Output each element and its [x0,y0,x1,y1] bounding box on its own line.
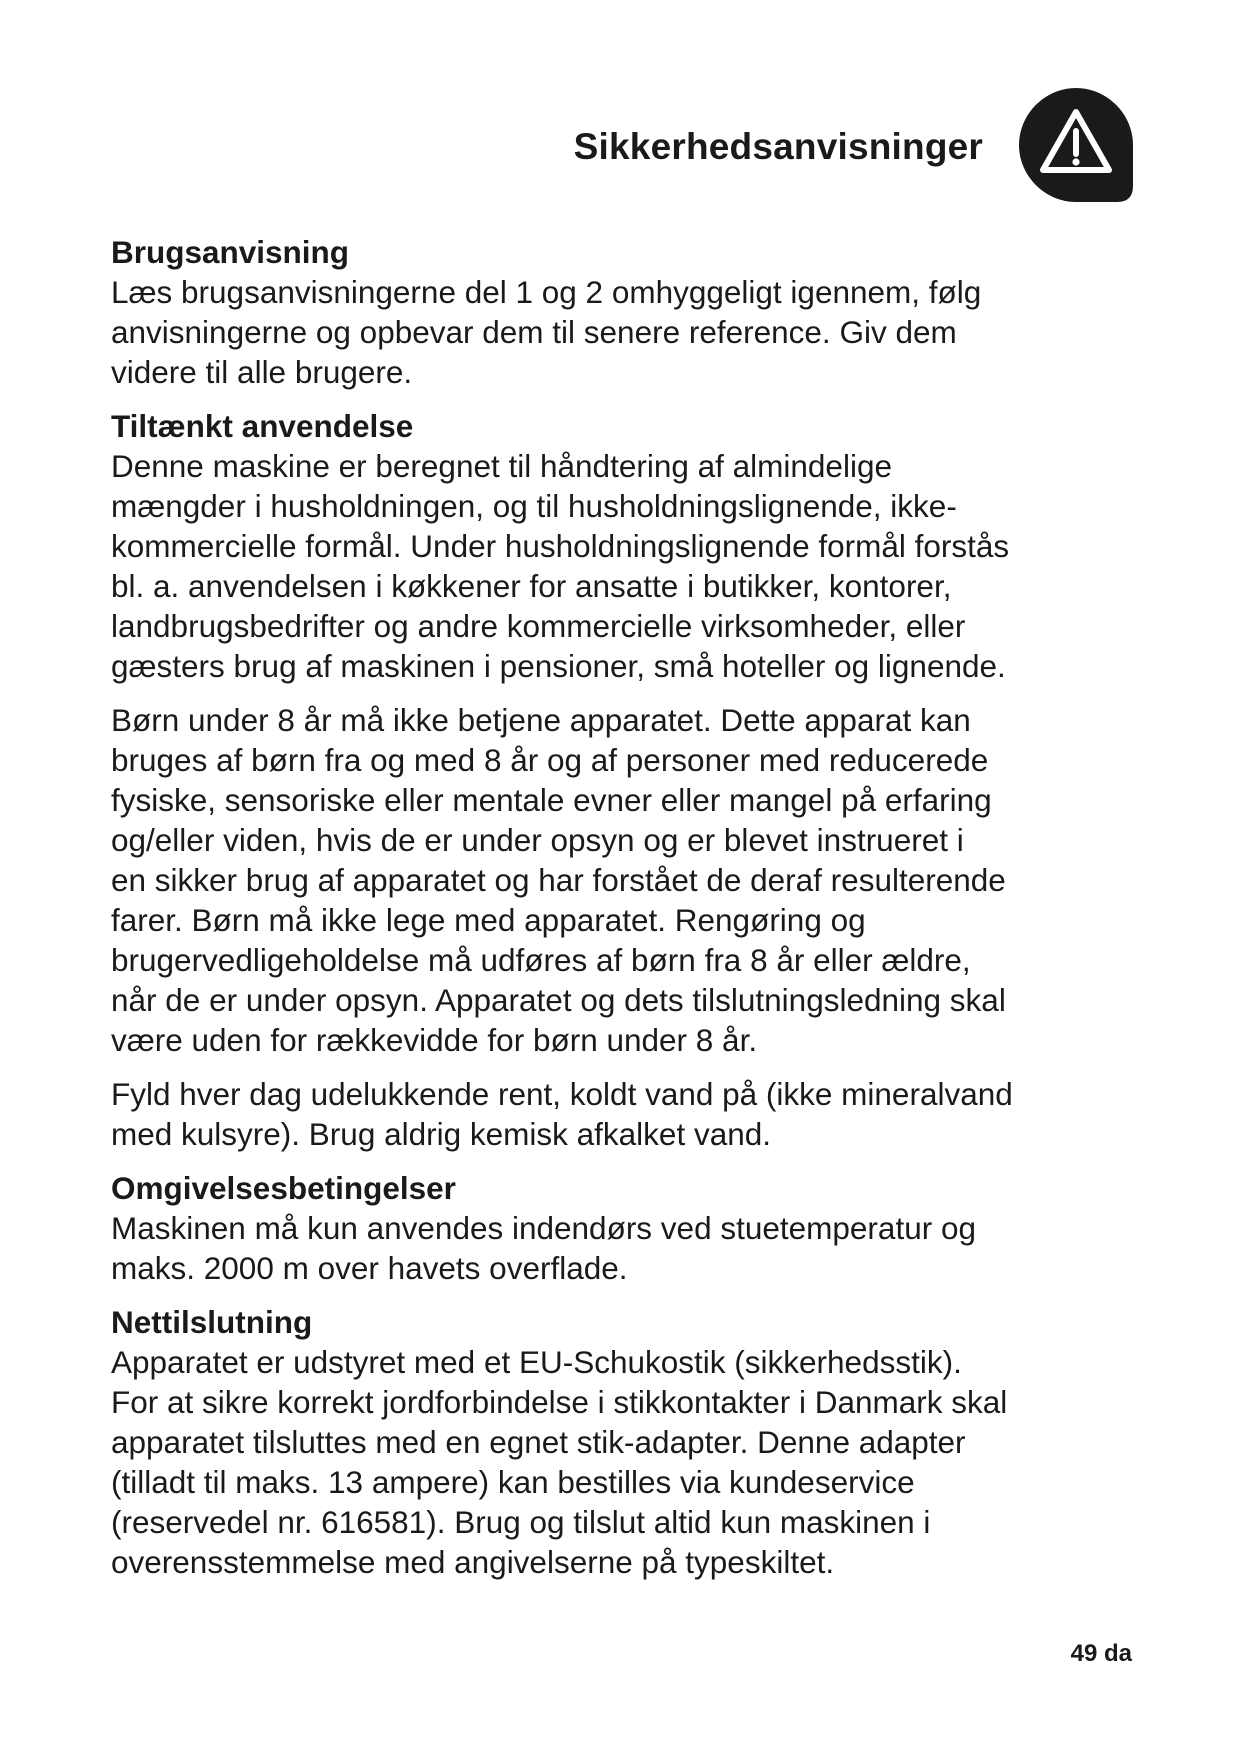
page-header [0,88,1241,208]
section-nettilslutning [111,1302,1141,1582]
warning-triangle-icon [1019,88,1133,202]
page-title: Sikkerhedsanvisninger [573,126,983,167]
paragraph: Fyld hver dag udelukkende rent, koldt vand på (ikke mineralvand med kulsyre). Brug aldrig kemisk afkalket vand. [111,1076,1013,1152]
safety-instructions-body [111,232,1141,1582]
section-omgivelsesbetingelser [111,1168,1141,1288]
paragraph: Læs brugsanvisningerne del 1 og 2 omhyggeligt igennem, følg anvisningerne og opbevar dem til senere reference. Giv dem videre til alle brugere. [111,274,982,390]
section-heading: Tiltænkt anvendelse [111,408,414,444]
paragraph: Apparatet er udstyret med et EU-Schukostik (sikkerhedsstik). For at sikre korrekt jordforbindelse i stikkontakter i Danmark skal apparatet tilsluttes med en egnet stik-adapter. Denne adapter (tilladt til maks. 13 ampere) kan bestilles via kundeservice (reservedel nr. 616581). Brug og tilslut altid kun maskinen i overensstemmelse med angivelserne på typeskiltet. [111,1344,1008,1580]
section-brugsanvisning [111,232,1141,392]
section-heading: Nettilslutning [111,1304,313,1340]
section-tiltaenkt-anvendelse [111,406,1141,1154]
section-heading: Omgivelsesbetingelser [111,1170,456,1206]
paragraph: Denne maskine er beregnet til håndtering af almindelige mængder i husholdningen, og til husholdningslignende, ikke- kommercielle formål. Under husholdningslignende formål forstås bl. a. anvendelsen i køkkener for ansatte i butikker, kontorer, landbrugsbedrifter og andre kommercielle virksomheder, eller gæsters brug af maskinen i pensioner, små hoteller og lignende. [111,448,1010,684]
page-number: 49 da [1070,1640,1132,1667]
section-heading: Brugsanvisning [111,234,350,270]
paragraph: Maskinen må kun anvendes indendørs ved stuetemperatur og maks. 2000 m over havets overflade. [111,1210,976,1286]
paragraph: Børn under 8 år må ikke betjene apparatet. Dette apparat kan bruges af børn fra og med 8 år og af personer med reducerede fysiske, sensoriske eller mentale evner eller mangel på erfaring og/eller viden, hvis de er under opsyn og er blevet instrueret i en sikker brug af apparatet og har forstået de deraf resulterende farer. Børn må ikke lege med apparatet. Rengøring og brugervedligeholdelse må udføres af børn fra 8 år eller ældre, når de er under opsyn. Apparatet og dets tilslutningsledning skal være uden for rækkevidde for børn under 8 år. [111,702,1006,1058]
